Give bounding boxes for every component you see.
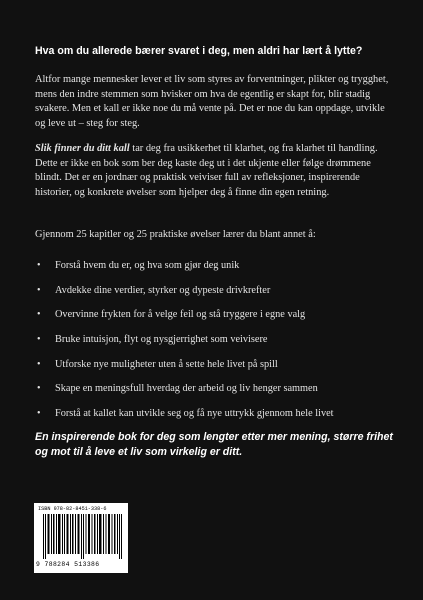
learning-points-list <box>35 259 395 432</box>
bullet-icon: • <box>37 408 41 420</box>
list-item <box>35 382 395 395</box>
list-item-text: Bruke intuisjon, flyt og nysgjerrighet som veivisere <box>55 334 268 346</box>
list-item-text: Skape en meningsfull hverdag der arbeid og liv henger sammen <box>55 383 318 395</box>
bullet-icon: • <box>37 383 41 395</box>
list-item <box>35 259 395 272</box>
isbn-barcode <box>34 503 128 573</box>
list-item <box>35 407 395 420</box>
barcode-digits: 9 788284 513386 <box>36 561 100 568</box>
headline: Hva om du allerede bærer svaret i deg, men aldri har lært å lytte? <box>35 45 363 57</box>
closing-statement: En inspirerende bok for deg som lengter etter mer mening, større frihet og mot til å leve et liv som virkelig er ditt. <box>35 431 393 458</box>
list-item-text: Avdekke dine verdier, styrker og dypeste drivkrefter <box>55 284 271 296</box>
bullet-icon: • <box>37 334 41 346</box>
intro-paragraph: Altfor mange mennesker lever et liv som styres av forventninger, plikter og trygghet, mens den indre stemmen som hvisker om hva de egentlig er skapt for, blir stadig svakere. Men et kall er ikke noe du må vente på. Det er noe du kan oppdage, utvikle og leve ut – steg for steg. <box>35 74 389 129</box>
bullet-icon: • <box>37 284 41 296</box>
description-text: tar deg fra usikkerhet til klarhet, og fra klarhet til handling. Dette er ikke en bok som ber deg kaste deg ut i det ukjente eller følge drømmene blindt. Det er en jordnær og praktisk veiviser full av refleksjoner, inspirerende historier, og konkrete øvelser som hjelper deg å finne din egen retning. <box>35 143 378 198</box>
list-item-text: Forstå hvem du er, og hva som gjør deg unik <box>55 260 240 271</box>
list-item <box>35 284 395 297</box>
list-item-text: Overvinne frykten for å velge feil og stå tryggere i egne valg <box>55 309 306 321</box>
isbn-label: ISBN 978-82-8451-338-6 <box>38 506 107 512</box>
bullet-icon: • <box>37 309 41 321</box>
bullet-icon: • <box>37 358 41 370</box>
book-description-paragraph <box>35 142 395 200</box>
exercises-intro: Gjennom 25 kapitler og 25 praktiske øvelser lærer du blant annet å: <box>35 229 316 240</box>
list-item-text: Forstå at kallet kan utvikle seg og få nye uttrykk gjennom hele livet <box>55 408 334 420</box>
list-item <box>35 358 395 371</box>
bullet-icon: • <box>37 260 41 271</box>
barcode-icon <box>43 514 123 559</box>
list-item <box>35 308 395 321</box>
list-item <box>35 333 395 346</box>
list-item-text: Utforske nye muligheter uten å sette hele livet på spill <box>55 358 278 370</box>
book-title-inline: Slik finner du ditt kall <box>35 143 130 154</box>
